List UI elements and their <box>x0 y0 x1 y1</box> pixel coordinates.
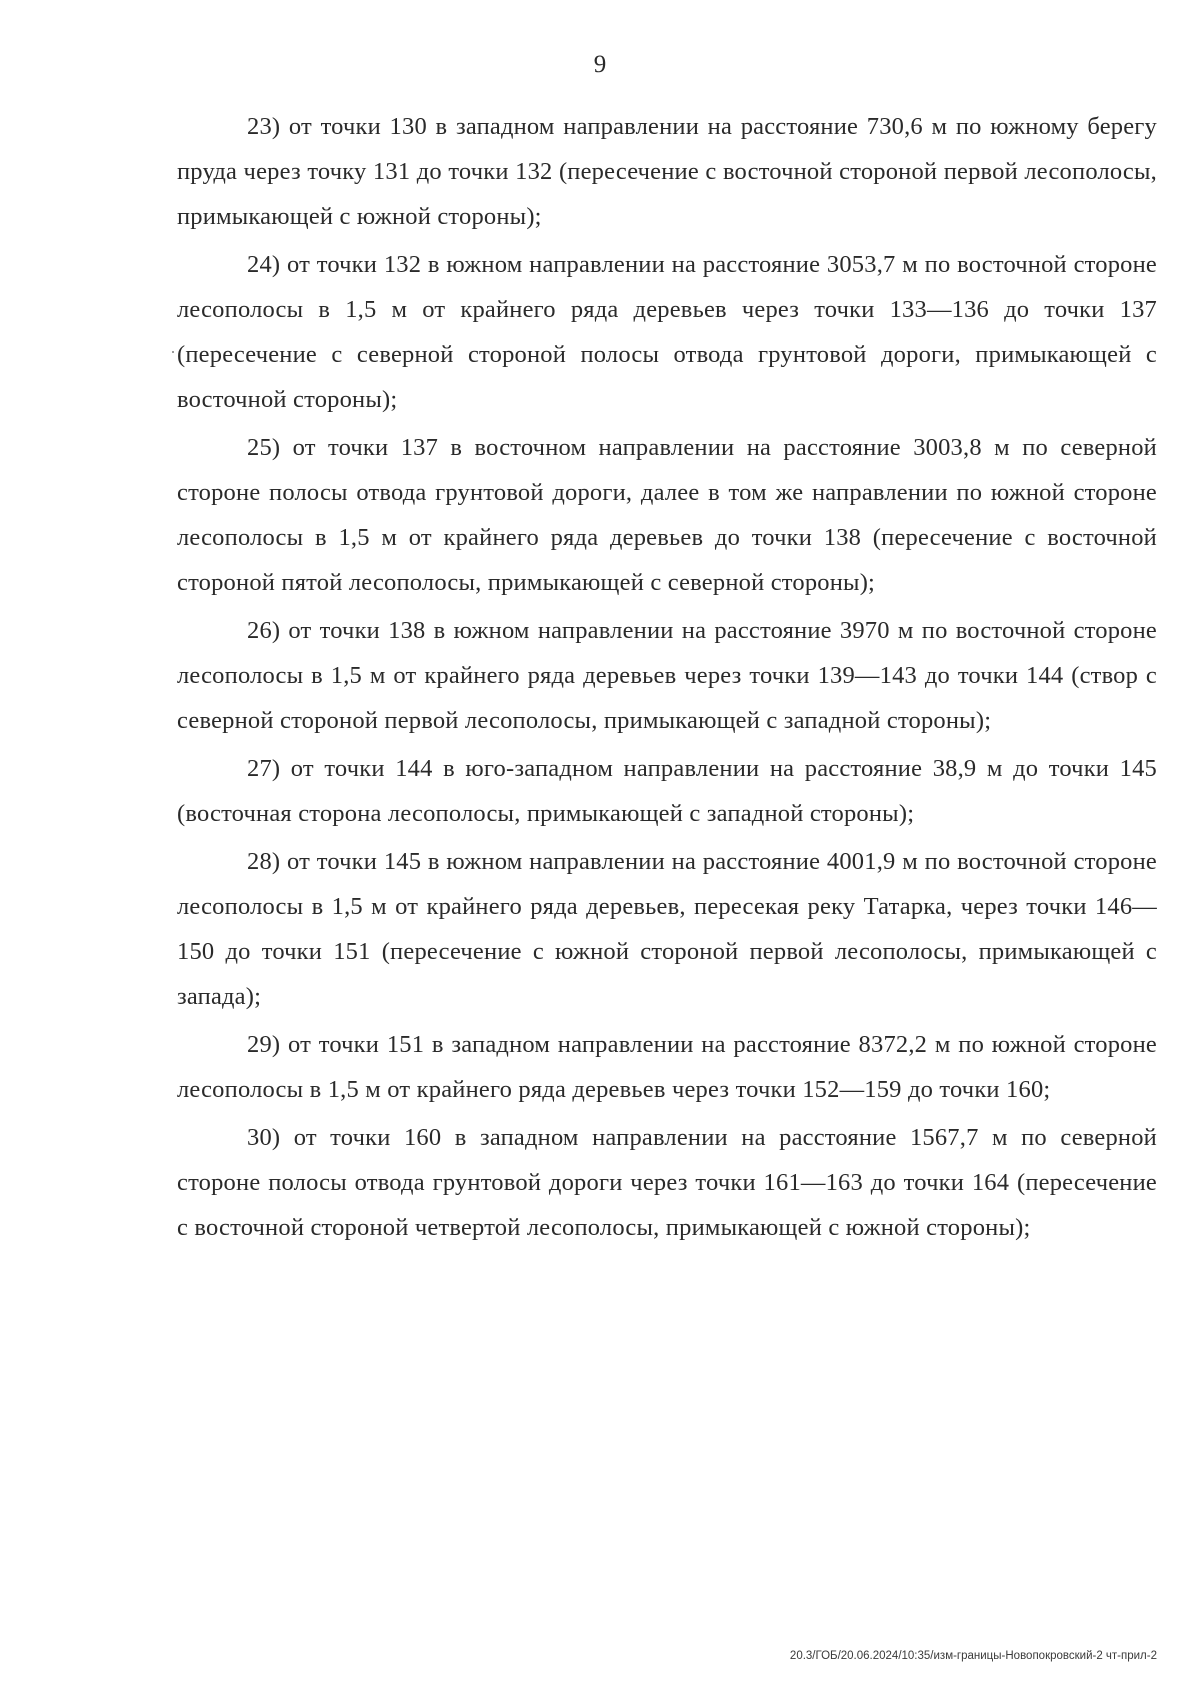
paragraph-28: 28) от точки 145 в южном направлении на расстояние 4001,9 м по восточной стороне лесополосы в 1,5 м от крайнего ряда деревьев, пересекая реку Татарка, через точки 146—150 до точки 151 (пересечение с южной стороной первой лесополосы, примыкающей с запада); <box>177 848 1157 1010</box>
paragraph-25: 25) от точки 137 в восточном направлении на расстояние 3003,8 м по северной стороне полосы отвода грунтовой дороги, далее в том же направлении по южной стороне лесополосы в 1,5 м от крайнего ряда деревьев до точки 138 (пересечение с восточной стороной пятой лесополосы, примыкающей с северной стороны); <box>177 434 1157 596</box>
paragraph-30: 30) от точки 160 в западном направлении на расстояние 1567,7 м по северной стороне полосы отвода грунтовой дороги через точки 161—163 до точки 164 (пересечение с восточной стороной четвертой лесополосы, примыкающей с южной стороны); <box>177 1124 1157 1241</box>
document-body <box>177 104 1157 1253</box>
scan-speck <box>172 351 174 353</box>
paragraph-29: 29) от точки 151 в западном направлении на расстояние 8372,2 м по южной стороне лесополосы в 1,5 м от крайнего ряда деревьев через точки 152—159 до точки 160; <box>177 1031 1157 1103</box>
document-footer-code: 20.3/ГОБ/20.06.2024/10:35/изм-границы-Новопокровский-2 чт-прил-2 <box>789 1650 1157 1662</box>
page-number: 9 <box>593 51 607 78</box>
paragraph-27: 27) от точки 144 в юго-западном направлении на расстояние 38,9 м до точки 145 (восточная сторона лесополосы, примыкающей с западной стороны); <box>177 755 1157 827</box>
paragraph-24: 24) от точки 132 в южном направлении на расстояние 3053,7 м по восточной стороне лесополосы в 1,5 м от крайнего ряда деревьев через точки 133—136 до точки 137 (пересечение с северной стороной полосы отвода грунтовой дороги, примыкающей с восточной стороны); <box>177 251 1157 413</box>
paragraph-26: 26) от точки 138 в южном направлении на расстояние 3970 м по восточной стороне лесополосы в 1,5 м от крайнего ряда деревьев через точки 139—143 до точки 144 (створ с северной стороной первой лесополосы, примыкающей с западной стороны); <box>177 617 1157 734</box>
paragraph-23: 23) от точки 130 в западном направлении на расстояние 730,6 м по южному берегу пруда через точку 131 до точки 132 (пересечение с восточной стороной первой лесополосы, примыкающей с южной стороны); <box>177 113 1157 230</box>
